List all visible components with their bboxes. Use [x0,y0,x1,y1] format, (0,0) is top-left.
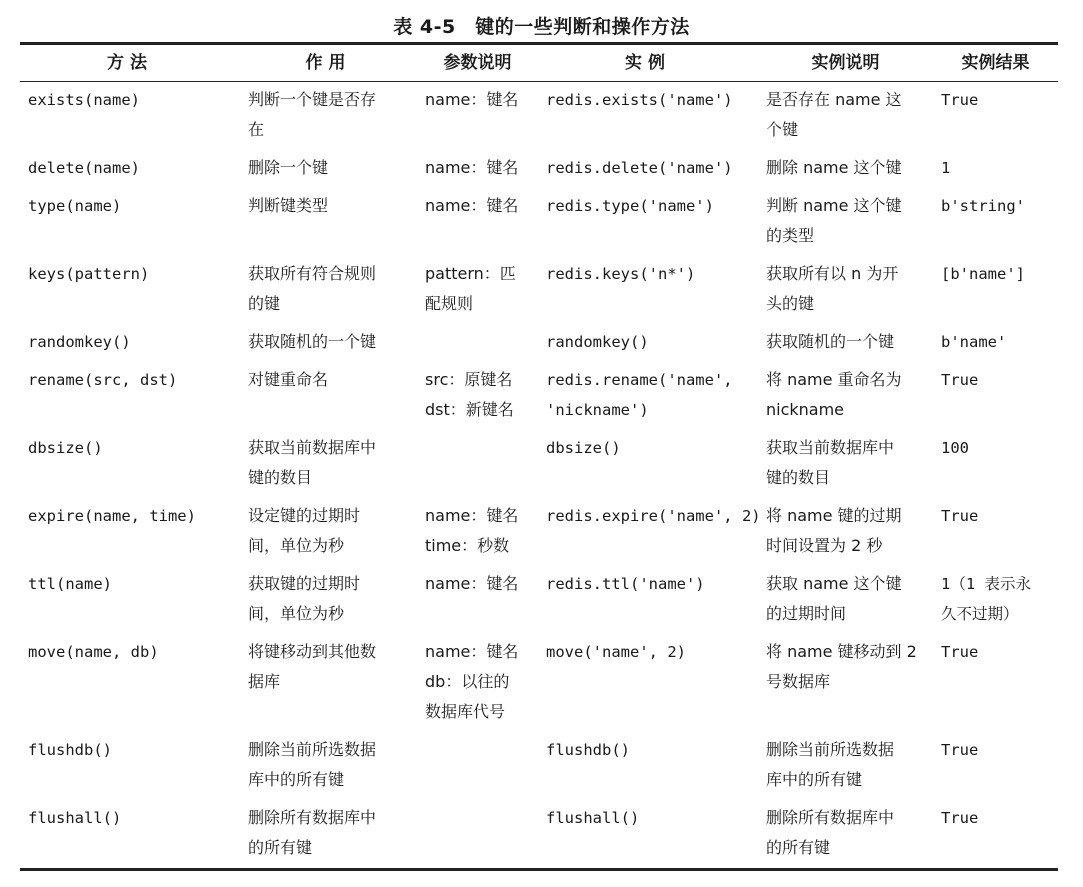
cell-line: 将 name 键移动到 2 [766,642,917,661]
cell-line: 是否存在 name 这 [766,90,902,109]
cell-params [417,82,538,151]
cell-line: 100 [941,439,969,457]
cell-result [933,256,1058,324]
cell-line: 个键 [766,120,799,139]
cell-method: move(name, db) [28,643,159,661]
cell-effect [240,150,417,188]
table-row [20,498,1058,566]
cell-line: 判断 name 这个键 [766,196,902,215]
cell-params [417,566,538,634]
cell-line: 1 [941,159,951,177]
cell-example-desc [758,188,933,256]
cell-result [933,634,1058,732]
table-row [20,256,1058,324]
cell-line: [b'name'] [941,265,1025,283]
cell-line: name：键名 [425,574,519,593]
cell-line: db：以往的 [425,672,510,691]
cell-result [933,498,1058,566]
cell-example-desc [758,150,933,188]
cell-line: 对键重命名 [248,370,329,389]
cell-example [538,566,758,634]
cell-example-desc [758,430,933,498]
cell-line: True [941,507,979,525]
table-body [20,82,1058,870]
cell-example-desc [758,498,933,566]
cell-line: 删除当前所选数据 [766,740,895,759]
cell-method: flushdb() [28,741,112,759]
header-row [20,44,1058,82]
cell-line: 删除一个键 [248,158,329,177]
cell-line: 将 name 重命名为 [766,370,902,389]
cell-method: exists(name) [28,91,140,109]
cell-line: redis.rename('name', [546,371,733,389]
cell-effect [240,498,417,566]
cell-line: 的类型 [766,226,815,245]
cell-method: delete(name) [28,159,140,177]
table-row [20,324,1058,362]
cell-example-desc [758,566,933,634]
cell-method: randomkey() [28,333,131,351]
cell-line: 获取当前数据库中 [766,438,895,457]
cell-line: 的所有键 [248,838,313,857]
cell-line: flushdb() [546,741,630,759]
table-row [20,362,1058,430]
cell-result [933,732,1058,800]
cell-line: 的过期时间 [766,604,847,623]
table-row [20,430,1058,498]
cell-line: dst：新键名 [425,400,514,419]
cell-params [417,256,538,324]
cell-result [933,82,1058,151]
cell-example-desc [758,800,933,870]
cell-example-desc [758,324,933,362]
cell-method: keys(pattern) [28,265,150,283]
cell-line: src：原键名 [425,370,513,389]
cell-result [933,324,1058,362]
cell-params [417,498,538,566]
cell-line: dbsize() [546,439,621,457]
cell-line: 头的键 [766,294,815,313]
table-row [20,800,1058,870]
cell-line: 时间设置为 2 秒 [766,536,883,555]
header-example-desc: 实例说明 [811,53,880,73]
cell-line: 的键 [248,294,281,313]
cell-line: redis.expire('name', 2) [546,507,761,525]
cell-example-desc [758,732,933,800]
cell-line: 获取随机的一个键 [766,332,895,351]
cell-example [538,188,758,256]
cell-line: 号数据库 [766,672,831,691]
cell-effect [240,188,417,256]
cell-line: 获取当前数据库中 [248,438,377,457]
table-caption: 表 4-5 键的一些判断和操作方法 [393,16,690,38]
cell-params [417,324,538,362]
cell-line: pattern：匹 [425,264,516,283]
cell-line: name：键名 [425,158,519,177]
cell-method: dbsize() [28,439,103,457]
cell-example [538,430,758,498]
table-row [20,566,1058,634]
cell-result [933,150,1058,188]
cell-effect [240,430,417,498]
cell-line: True [941,741,979,759]
cell-example-desc [758,82,933,151]
cell-line: move('name', 2) [546,643,686,661]
cell-line: name：键名 [425,506,519,525]
cell-effect [240,732,417,800]
cell-line: redis.keys('n*') [546,265,696,283]
cell-line: redis.delete('name') [546,159,733,177]
cell-line: 久不过期） [941,605,1019,623]
cell-line: 获取所有以 n 为开 [766,264,899,283]
cell-result [933,188,1058,256]
cell-line: 删除当前所选数据 [248,740,377,759]
cell-line: 将键移动到其他数 [248,642,377,661]
cell-line: 获取随机的一个键 [248,332,377,351]
cell-line: name：键名 [425,90,519,109]
cell-line: b'string' [941,197,1025,215]
cell-line: 配规则 [425,294,474,313]
cell-line: redis.exists('name') [546,91,733,109]
cell-line: 库中的所有键 [766,770,863,789]
cell-result [933,800,1058,870]
cell-example-desc [758,256,933,324]
cell-method: type(name) [28,197,122,215]
cell-line: redis.type('name') [546,197,714,215]
cell-line: 数据库代号 [425,702,506,721]
table-row [20,150,1058,188]
cell-line: 间，单位为秒 [248,536,345,555]
cell-line: True [941,643,979,661]
table-row [20,732,1058,800]
cell-method: expire(name, time) [28,507,196,525]
cell-line: 删除所有数据库中 [766,808,895,827]
cell-result [933,362,1058,430]
table-row [20,188,1058,256]
header-effect: 作用 [305,53,352,73]
cell-example [538,150,758,188]
table-header [20,44,1058,82]
cell-effect [240,634,417,732]
cell-line: name：键名 [425,642,519,661]
header-result: 实例结果 [961,53,1030,73]
cell-params [417,430,538,498]
cell-example-desc [758,362,933,430]
cell-line: 键的数目 [248,468,313,487]
cell-effect [240,800,417,870]
cell-example [538,800,758,870]
cell-line: time：秒数 [425,536,510,555]
cell-line: 获取键的过期时 [248,574,361,593]
cell-effect [240,256,417,324]
cell-line: flushall() [546,809,640,827]
cell-params [417,188,538,256]
cell-result [933,430,1058,498]
cell-line: 判断一个键是否存 [248,90,377,109]
cell-effect [240,566,417,634]
cell-line: 库中的所有键 [248,770,345,789]
cell-method: ttl(name) [28,575,112,593]
cell-params [417,150,538,188]
cell-effect [240,324,417,362]
cell-line: 1（1 表示永 [941,575,1031,593]
cell-effect [240,362,417,430]
redis-key-methods-table [20,42,1058,871]
cell-example [538,634,758,732]
cell-line: 据库 [248,672,281,691]
cell-line: 的所有键 [766,838,831,857]
header-method: 方法 [107,53,153,73]
cell-example [538,324,758,362]
cell-line: 获取 name 这个键 [766,574,902,593]
header-example: 实例 [625,53,671,73]
cell-method: rename(src, dst) [28,371,178,389]
cell-line: randomkey() [546,333,649,351]
cell-line: b'name' [941,333,1007,351]
table-row [20,82,1058,151]
cell-example [538,256,758,324]
cell-line: 'nickname') [546,401,649,419]
cell-line: name：键名 [425,196,519,215]
cell-params [417,634,538,732]
cell-line: 将 name 键的过期 [766,506,902,525]
cell-example [538,82,758,151]
cell-line: 获取所有符合规则 [248,264,377,283]
cell-line: 删除所有数据库中 [248,808,377,827]
cell-line: True [941,371,979,389]
cell-method: flushall() [28,809,122,827]
cell-effect [240,82,417,151]
cell-line: 判断键类型 [248,196,329,215]
cell-example [538,732,758,800]
cell-line: True [941,809,979,827]
header-params: 参数说明 [443,53,512,73]
cell-example [538,498,761,566]
cell-example [538,362,758,430]
cell-params [417,362,538,430]
cell-example-desc [758,634,933,732]
cell-params [417,800,538,870]
cell-line: True [941,91,979,109]
cell-line: nickname [766,400,845,419]
cell-result [933,566,1058,634]
cell-params [417,732,538,800]
cell-line: 键的数目 [766,468,831,487]
cell-line: redis.ttl('name') [546,575,705,593]
cell-line: 删除 name 这个键 [766,158,902,177]
cell-line: 设定键的过期时 [248,506,361,525]
cell-line: 在 [248,120,265,139]
cell-line: 间，单位为秒 [248,604,345,623]
table-row [20,634,1058,732]
